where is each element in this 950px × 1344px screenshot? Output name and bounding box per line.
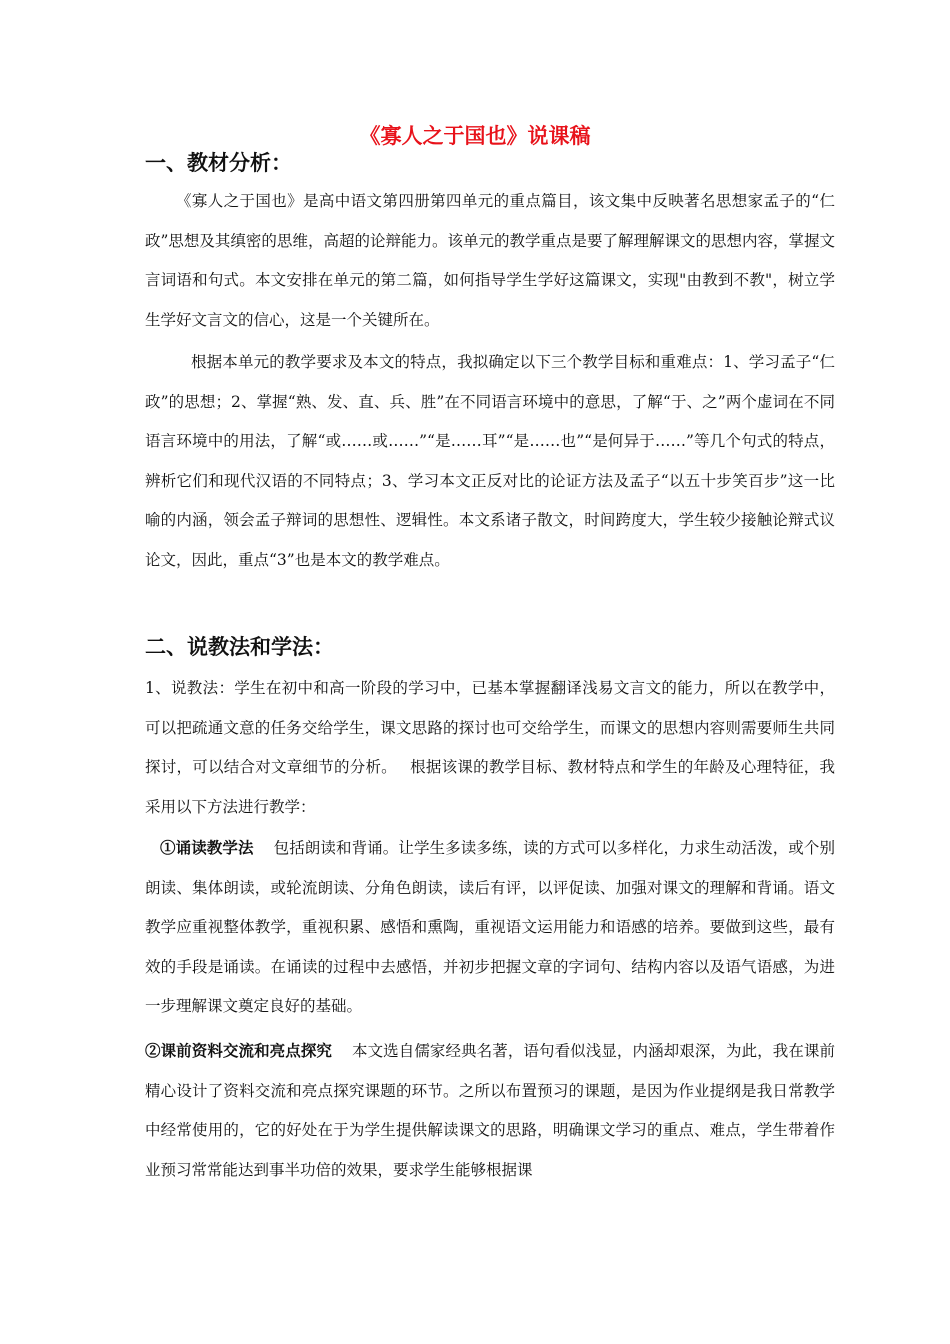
- method-preclass-text: 本文选自儒家经典名著，语句看似浅显，内涵却艰深，为此，我在课前精心设计了资料交流和亮点探究课题的环节。之所以布置预习的课题，是因为作业提纲是我日常教学中经常使用的，它的好处在于为学生提供解读课文的思路，明确课文学习的重点、难点，学生带着作业预习常常能达到事半功倍的效果，要求学生能够根据课: [145, 1042, 835, 1179]
- paragraph-teaching-goals: 根据本单元的教学要求及本文的特点，我拟确定以下三个教学目标和重难点：1、学习孟子“仁政”的思想；2、掌握“熟、发、直、兵、胜”在不同语言环境中的意思，了解“于、之”两个虚词在不同语言环境中的用法，了解“或……或……”“是……耳”“是……也”“是何异于……”等几个句式的特点，辨析它们和现代汉语的不同特点；3、学习本文正反对比的论证方法及孟子“以五十步笑百步”这一比喻的内涵，领会孟子辩词的思想性、逻辑性。本文系诸子散文，时间跨度大，学生较少接触论辩式议论文，因此，重点“3”也是本文的教学难点。: [145, 353, 835, 569]
- document-title: 《寡人之于国也》说课稿: [359, 124, 591, 148]
- section-heading-teaching-methods: 二、说教法和学法：: [145, 635, 334, 659]
- paragraph-method-recitation: [145, 828, 835, 1027]
- method-recitation-lead: ①诵读教学法: [160, 838, 254, 857]
- method-recitation-text: 包括朗读和背诵。让学生多读多练，读的方式可以多样化，力求生动活泼，或个别朗读、集体朗读，或轮流朗读、分角色朗读，读后有评，以评促读、加强对课文的理解和背诵。语文教学应重视整体教学，重视积累、感悟和熏陶，重视语文运用能力和语感的培养。要做到这些，最有效的手段是诵读。在诵读的过程中去感悟，并初步把握文章的字词句、结构内容以及语气语感，为进一步理解课文奠定良好的基础。: [145, 839, 835, 1015]
- method-preclass-lead: ②课前资料交流和亮点探究: [145, 1041, 332, 1060]
- paragraph-teaching-method-intro: 1、说教法：学生在初中和高一阶段的学习中，已基本掌握翻译浅易文言文的能力，所以在教学中，可以把疏通文意的任务交给学生，课文思路的探讨也可交给学生，而课文的思想内容则需要师生共同探讨，可以结合对文章细节的分析。 根据该课的教学目标、教材特点和学生的年龄及心理特征，我采用以下方法进行教学：: [145, 679, 835, 816]
- paragraph-method-preclass-exchange: [145, 1031, 835, 1190]
- paragraph-textbook-overview: 《寡人之于国也》是高中语文第四册第四单元的重点篇目，该文集中反映著名思想家孟子的“仁政”思想及其缜密的思维，高超的论辩能力。该单元的教学重点是要了解理解课文的思想内容，掌握文言词语和句式。本文安排在单元的第二篇，如何指导学生学好这篇课文，实现"由教到不教"，树立学生学好文言文的信心，这是一个关键所在。: [145, 192, 835, 329]
- section-heading-textbook-analysis: 一、教材分析：: [145, 151, 292, 175]
